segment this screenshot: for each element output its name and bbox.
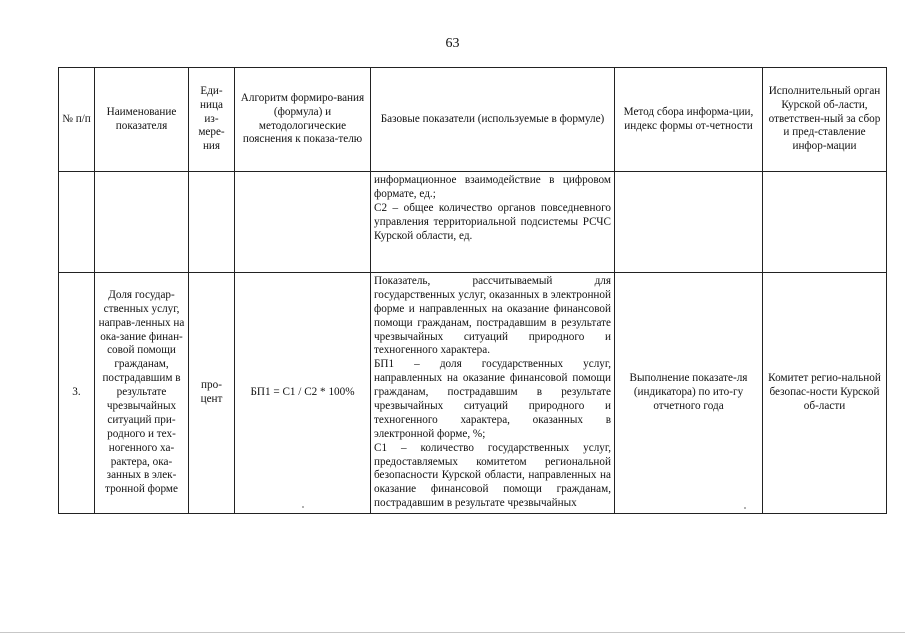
header-collection-method: Метод сбора информа-ции, индекс формы от-четности [615,68,763,172]
indicator-table [58,67,887,514]
cont-base-cell [371,172,615,273]
cont-method-cell [615,172,763,273]
header-name: Наименование показателя [95,68,189,172]
base-indicator-line: С1 – количество государственных услуг, предоставляемых комитетом региональной безопасности Курской области, направленных на оказание финансовой помощи гражданам, пострадавшим в результате чрезвычайных [374,441,611,510]
cont-algorithm-cell [235,172,371,273]
header-base-indicators: Базовые показатели (используемые в формуле) [371,68,615,172]
header-row [59,68,887,172]
page-number: 63 [445,36,460,51]
base-indicator-line: Показатель, рассчитываемый для государственных услуг, оказанных в электронной форме и направленных на оказание финансовой помощи гражданам, пострадавшим в результате чрезвычайных ситуаций природного и техногенного характера. [374,275,611,357]
table-row [59,273,887,514]
cont-name-cell [95,172,189,273]
responsible-executor: Комитет регио-нальной безопас-ности Курской об-ласти [763,273,887,514]
header-num: № п/п [59,68,95,172]
cont-num-cell [59,172,95,273]
scan-speck [302,506,304,508]
header-unit: Еди-ница из-мере-ния [189,68,235,172]
scan-edge-line [0,632,905,633]
cont-executor-cell [763,172,887,273]
continuation-row [59,172,887,273]
formula: БП1 = С1 / С2 * 100% [235,273,371,514]
collection-method: Выполнение показате-ля (индикатора) по ито-гу отчетного года [615,273,763,514]
header-executor: Исполнительный орган Курской об-ласти, ответствен-ный за сбор и пред-ставление инфор-мации [763,68,887,172]
unit-of-measure: про-цент [189,273,235,514]
cont-unit-cell [189,172,235,273]
base-indicators-cell [371,273,615,514]
indicator-name: Доля государ-ственных услуг, направ-ленных на ока-зание финан-совой помощи гражданам, пострадавшим в результате чрезвычайных ситуаций при-родного и тех-ногенного ха-рактера, ока-занных в элек-тронной форме [95,273,189,514]
scan-speck [744,507,746,509]
row-number: 3. [59,273,95,514]
cont-base-line: информационное взаимодействие в цифровом формате, ед.; [374,174,611,200]
base-indicator-line: БП1 – доля государственных услуг, направленных на оказание финансовой помощи гражданам, пострадавшим в результате чрезвычайных ситуаций природного и техногенного характера, оказанных в электронной форме, %; [374,358,611,440]
cont-base-line: С2 – общее количество органов повседневного управления территориальной подсистемы РСЧС Курской области, ед. [374,201,611,242]
header-algorithm: Алгоритм формиро-вания (формула) и методологические пояснения к показа-телю [235,68,371,172]
